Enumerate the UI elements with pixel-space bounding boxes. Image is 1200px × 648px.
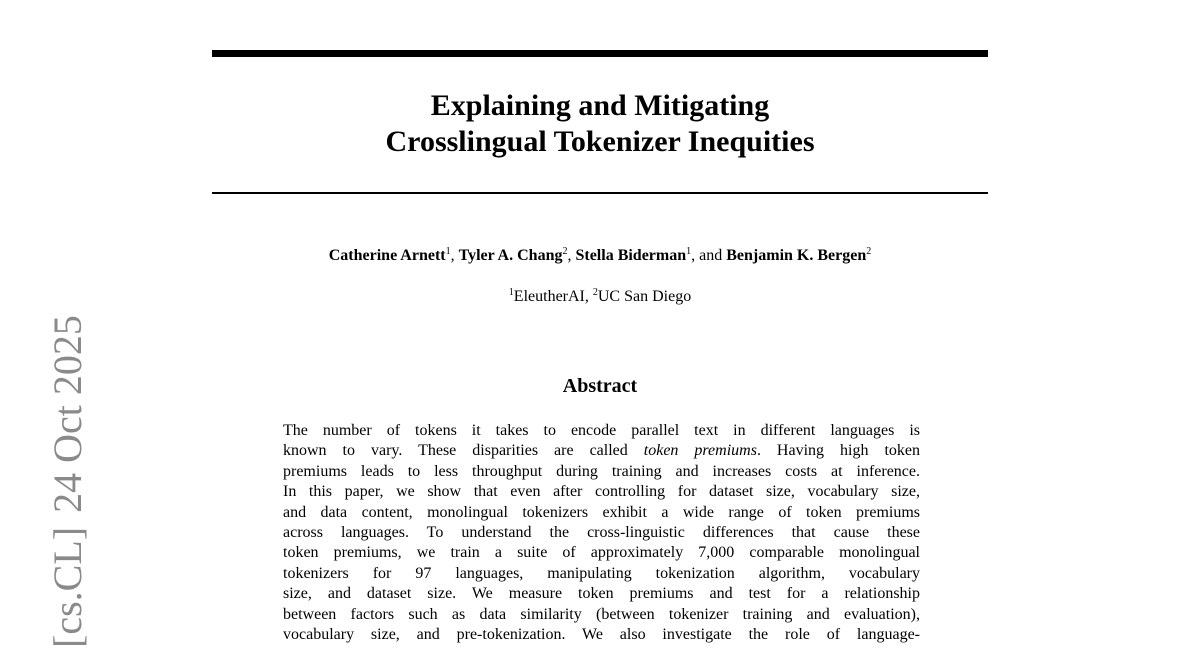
affiliation-number: 1: [508, 287, 514, 298]
abstract-line: [283, 441, 920, 461]
author-separator: , and: [691, 247, 727, 264]
abstract-line: across languages. To understand the cross-linguistic differences that cause these: [283, 523, 920, 541]
abstract-text: . Having high token: [756, 442, 921, 460]
arxiv-side-stamp: [45, 301, 90, 648]
abstract-line: size, and dataset size. We measure token premiums and test for a relationship: [283, 585, 920, 603]
abstract-line: and data content, monolingual tokenizers exhibit a wide range of token premiums: [283, 503, 920, 521]
author-name: Benjamin K. Bergen: [726, 247, 867, 264]
title-line-1: Explaining and Mitigating: [430, 89, 770, 122]
author-list: [212, 246, 988, 266]
author-affiliation-mark: 2: [866, 246, 872, 257]
author-name: Stella Biderman: [575, 247, 687, 264]
affiliation-name: UC San Diego: [597, 288, 692, 305]
abstract-line: premiums leads to less throughput during training and increases costs at inference.: [283, 462, 920, 480]
author-name: Catherine Arnett: [328, 247, 446, 264]
affiliation-list: [212, 287, 988, 307]
arxiv-category: [cs.CL]: [45, 526, 90, 648]
arxiv-date: 24 Oct 2025: [45, 315, 90, 513]
abstract-line: In this paper, we show that even after controlling for dataset size, vocabulary size,: [283, 483, 920, 501]
affiliation-separator: ,: [584, 288, 593, 305]
author-affiliation-mark: 2: [562, 246, 568, 257]
abstract-text: known to vary. These disparities are called: [283, 442, 644, 460]
abstract-line: token premiums, we train a suite of approximately 7,000 comparable monolingual: [283, 544, 920, 562]
author-separator: ,: [450, 247, 459, 264]
author-affiliation-mark: 1: [686, 246, 692, 257]
abstract-heading: Abstract: [562, 375, 638, 397]
title-rule: [212, 192, 988, 194]
abstract-line: tokenizers for 97 languages, manipulating tokenization algorithm, vocabulary: [283, 564, 920, 582]
author-separator: ,: [567, 247, 576, 264]
affiliation-name: EleutherAI: [513, 288, 585, 305]
abstract-line: vocabulary size, and pre-tokenization. We also investigate the role of language-: [283, 625, 920, 643]
top-rule: [212, 50, 988, 57]
author-affiliation-mark: 1: [445, 246, 451, 257]
abstract-body: [283, 421, 920, 645]
abstract-line: between factors such as data similarity (between tokenizer training and evaluation),: [283, 605, 920, 623]
author-name: Tyler A. Chang: [458, 247, 563, 264]
title-line-2: Crosslingual Tokenizer Inequities: [385, 125, 815, 158]
abstract-emphasis: token premiums: [643, 442, 757, 460]
affiliation-number: 2: [592, 287, 598, 298]
abstract-line: The number of tokens it takes to encode parallel text in different languages is: [283, 422, 920, 439]
paper-title: [212, 88, 988, 160]
